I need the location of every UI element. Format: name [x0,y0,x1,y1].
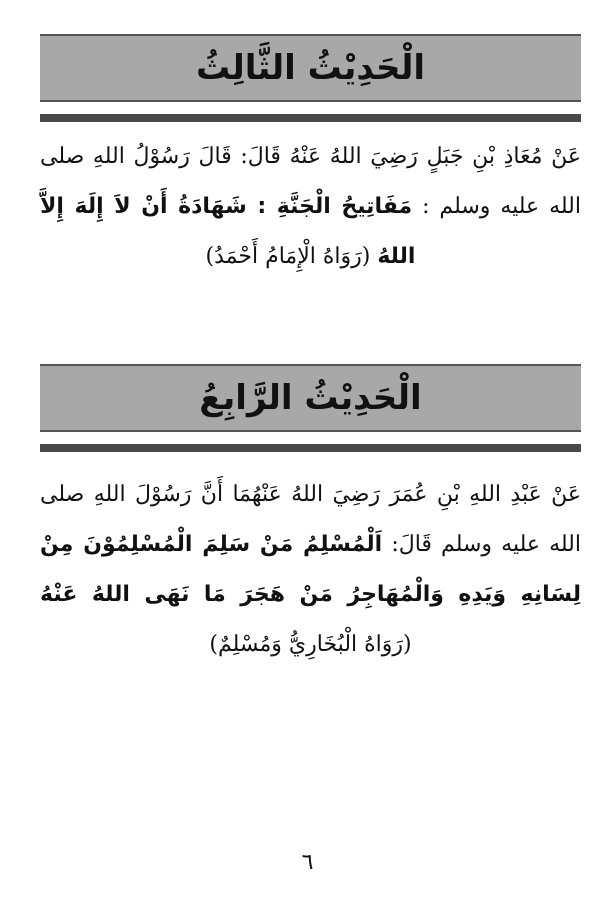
hadith-4-heading-banner [40,364,581,432]
hadith-4-text: اَلْمُسْلِمُ مَنْ سَلِمَ الْمُسْلِمُوْنَ مِنْ لِسَانِهِ وَيَدِهِ وَالْمُهَاجِرُ مَنْ هَجَرَ مَا نَهَى اللهُ عَنْهُ [40,532,581,607]
page-number: ٦ [301,850,314,875]
hadith-3-heading: الْحَدِيْثُ الثَّالِثُ [196,48,425,88]
hadith-4-narration: عَنْ عَبْدِ اللهِ بْنِ عُمَرَ رَضِيَ اللهُ عَنْهُمَا أَنَّ رَسُوْلَ اللهِ صلى الله عليه وسلم قَالَ: [40,482,582,557]
hadith-3-source: (رَوَاهُ الْإِمَامُ أَحْمَدُ) [205,244,371,269]
hadith-3-narration: عَنْ مُعَاذِ بْنِ جَبَلٍ رَضِيَ اللهُ عَنْهُ قَالَ: قَالَ رَسُوْلُ اللهِ صلى الله عليه وسلم : [40,144,581,219]
hadith-3-divider [40,114,581,122]
hadith-4-divider [40,444,581,452]
hadith-3-heading-banner [40,34,581,102]
hadith-4-source: (رَوَاهُ الْبُخَارِيُّ وَمُسْلِمٌ) [209,632,412,657]
hadith-4-heading: الْحَدِيْثُ الرَّابِعُ [199,378,422,418]
hadith-4-body [40,470,581,670]
hadith-3-text: مَفَاتِيحُ الْجَنَّةِ : شَهَادَةُ أَنْ لاَ إِلَهَ إِلاَّ اللهُ [40,194,416,269]
hadith-3-body [40,132,581,282]
